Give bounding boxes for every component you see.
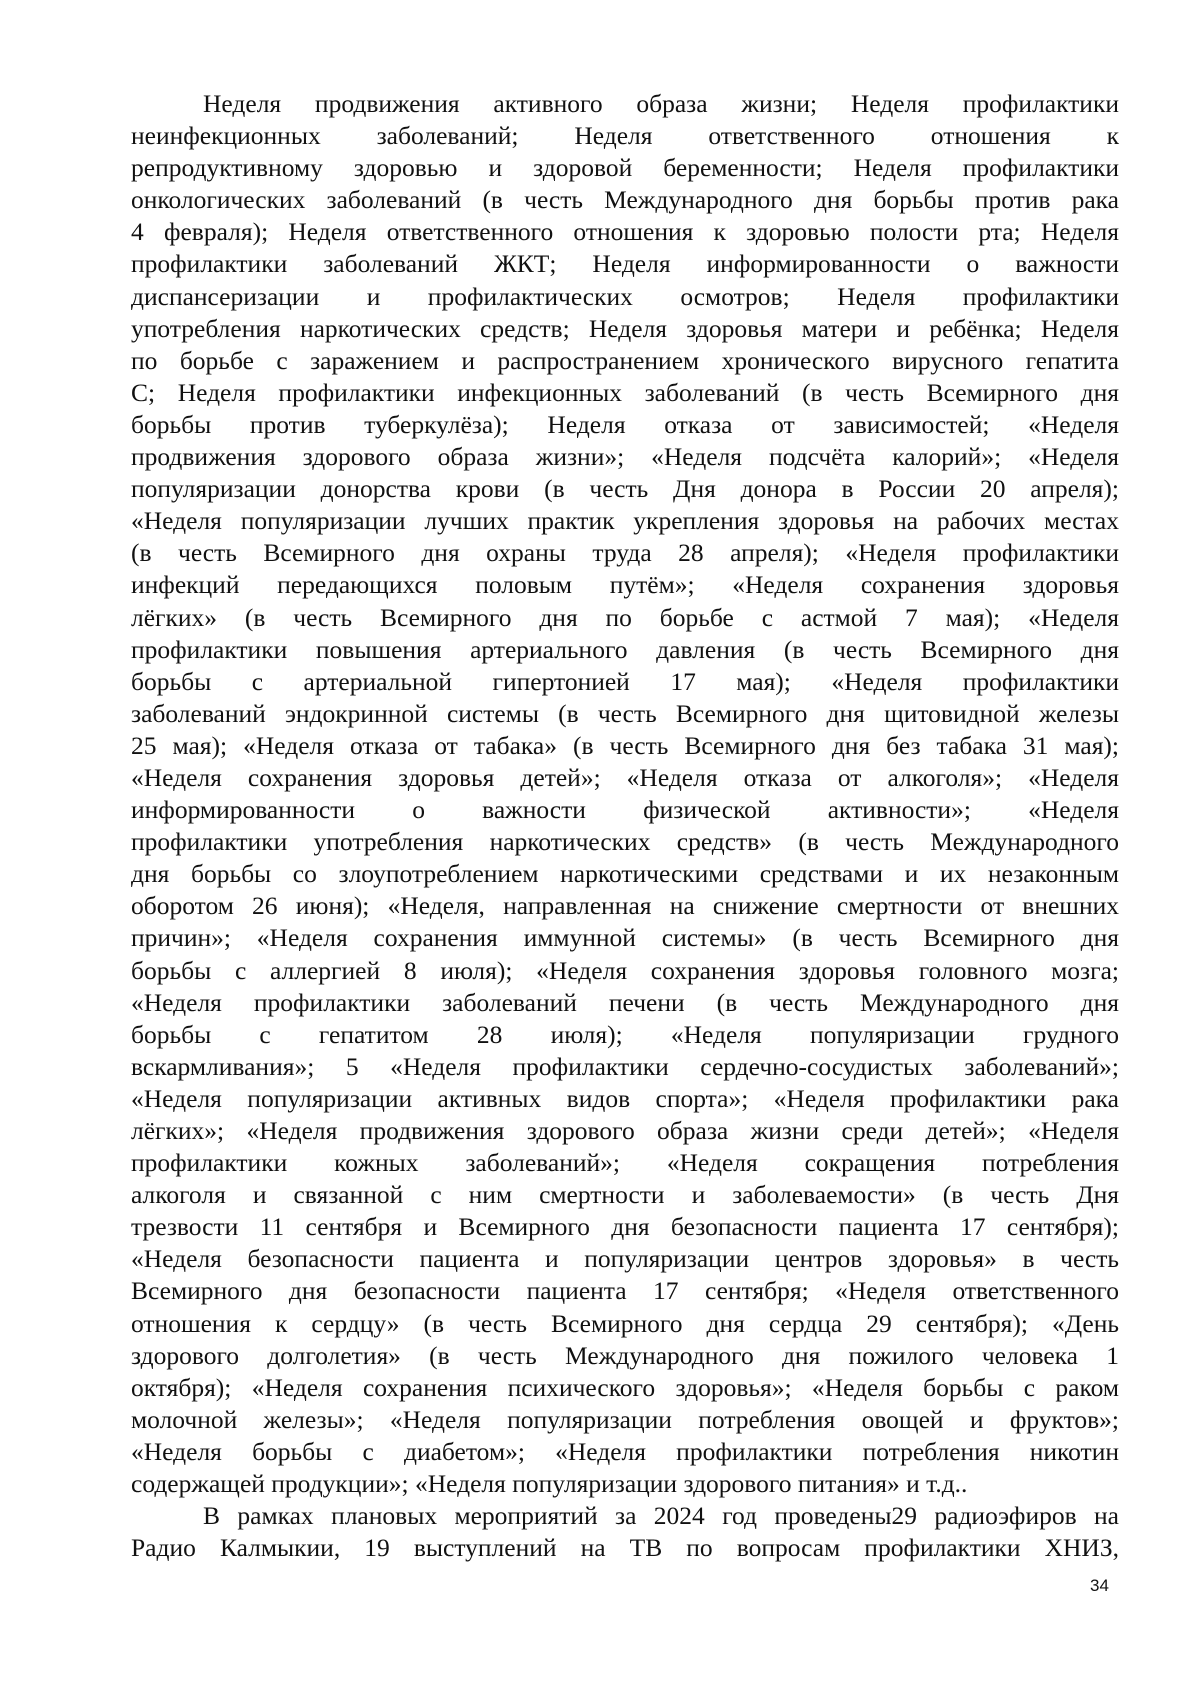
- text-line: Всемирного дня безопасности пациента 17 сентября; «Неделя ответственного: [131, 1276, 1119, 1306]
- text-line: отношения к сердцу» (в честь Всемирного дня сердца 29 сентября); «День: [131, 1308, 1119, 1338]
- document-body: [131, 88, 1119, 1564]
- text-line: содержащей продукции»; «Неделя популяризации здорового питания» и т.д..: [131, 1469, 968, 1499]
- text-line: оборотом 26 июня); «Неделя, направленная на снижение смертности от внешних: [131, 891, 1119, 921]
- text-line: Неделя продвижения активного образа жизни; Неделя профилактики: [203, 89, 1119, 118]
- text-line: С; Неделя профилактики инфекционных заболеваний (в честь Всемирного дня: [131, 377, 1119, 407]
- text-line: (в честь Всемирного дня охраны труда 28 апреля); «Неделя профилактики: [131, 538, 1119, 568]
- text-line: лёгких» (в честь Всемирного дня по борьбе с астмой 7 мая); «Неделя: [131, 602, 1119, 632]
- text-line: «Неделя борьбы с диабетом»; «Неделя профилактики потребления никотин: [131, 1436, 1119, 1466]
- text-line: борьбы с гепатитом 28 июля); «Неделя популяризации грудного: [131, 1019, 1119, 1049]
- text-line: лёгких»; «Неделя продвижения здорового образа жизни среди детей»; «Неделя: [131, 1116, 1119, 1145]
- text-line: «Неделя популяризации лучших практик укрепления здоровья на рабочих местах: [131, 506, 1119, 536]
- text-line: употребления наркотических средств; Неделя здоровья матери и ребёнка; Неделя: [131, 313, 1119, 343]
- text-line: продвижения здорового образа жизни»; «Неделя подсчёта калорий»; «Неделя: [131, 442, 1119, 472]
- text-line: профилактики кожных заболеваний»; «Неделя сокращения потребления: [131, 1148, 1119, 1178]
- text-line: В рамках плановых мероприятий за 2024 год проведены29 радиоэфиров на: [203, 1501, 1119, 1531]
- text-line: популяризации донорства крови (в честь Дня донора в России 20 апреля);: [131, 474, 1119, 504]
- text-line: профилактики заболеваний ЖКТ; Неделя информированности о важности: [131, 249, 1119, 279]
- text-line: октября); «Неделя сохранения психического здоровья»; «Неделя борьбы с раком: [131, 1372, 1119, 1402]
- text-line: информированности о важности физической активности»; «Неделя: [131, 795, 1119, 825]
- text-line: «Неделя профилактики заболеваний печени (в честь Международного дня: [131, 987, 1119, 1017]
- text-line: онкологических заболеваний (в честь Международного дня борьбы против рака: [131, 185, 1119, 215]
- text-line: Радио Калмыкии, 19 выступлений на ТВ по вопросам профилактики ХНИЗ,: [131, 1533, 1119, 1563]
- text-line: борьбы с аллергией 8 июля); «Неделя сохранения здоровья головного мозга;: [131, 955, 1119, 985]
- text-line: здорового долголетия» (в честь Международного дня пожилого человека 1: [131, 1340, 1119, 1370]
- text-line: 4 февраля); Неделя ответственного отношения к здоровью полости рта; Неделя: [131, 217, 1119, 247]
- text-line: «Неделя популяризации активных видов спорта»; «Неделя профилактики рака: [131, 1083, 1119, 1113]
- text-line: молочной железы»; «Неделя популяризации потребления овощей и фруктов»;: [131, 1404, 1119, 1434]
- text-line: дня борьбы со злоупотреблением наркотическими средствами и их незаконным: [131, 859, 1119, 889]
- page-number: 34: [1090, 1576, 1109, 1595]
- text-line: по борьбе с заражением и распространением хронического вирусного гепатита: [131, 345, 1119, 375]
- text-line: заболеваний эндокринной системы (в честь Всемирного дня щитовидной железы: [131, 698, 1119, 728]
- text-line: борьбы против туберкулёза); Неделя отказа от зависимостей; «Неделя: [131, 409, 1119, 439]
- text-line: профилактики употребления наркотических средств» (в честь Международного: [131, 827, 1119, 857]
- text-line: алкоголя и связанной с ним смертности и заболеваемости» (в честь Дня: [131, 1180, 1119, 1210]
- text-line: неинфекционных заболеваний; Неделя ответственного отношения к: [131, 121, 1119, 151]
- text-line: причин»; «Неделя сохранения иммунной системы» (в честь Всемирного дня: [131, 923, 1119, 953]
- text-line: «Неделя безопасности пациента и популяризации центров здоровья» в честь: [131, 1244, 1119, 1274]
- text-line: репродуктивному здоровью и здоровой беременности; Неделя профилактики: [131, 153, 1119, 183]
- text-line: 25 мая); «Неделя отказа от табака» (в честь Всемирного дня без табака 31 мая);: [131, 730, 1119, 760]
- text-line: диспансеризации и профилактических осмотров; Неделя профилактики: [131, 281, 1119, 311]
- text-line: борьбы с артериальной гипертонией 17 мая); «Неделя профилактики: [131, 666, 1119, 696]
- text-line: трезвости 11 сентября и Всемирного дня безопасности пациента 17 сентября);: [131, 1212, 1119, 1242]
- text-line: профилактики повышения артериального давления (в честь Всемирного дня: [131, 634, 1119, 664]
- text-line: вскармливания»; 5 «Неделя профилактики сердечно-сосудистых заболеваний»;: [131, 1051, 1119, 1081]
- text-line: «Неделя сохранения здоровья детей»; «Неделя отказа от алкоголя»; «Неделя: [131, 762, 1119, 792]
- text-line: инфекций передающихся половым путём»; «Неделя сохранения здоровья: [131, 570, 1119, 600]
